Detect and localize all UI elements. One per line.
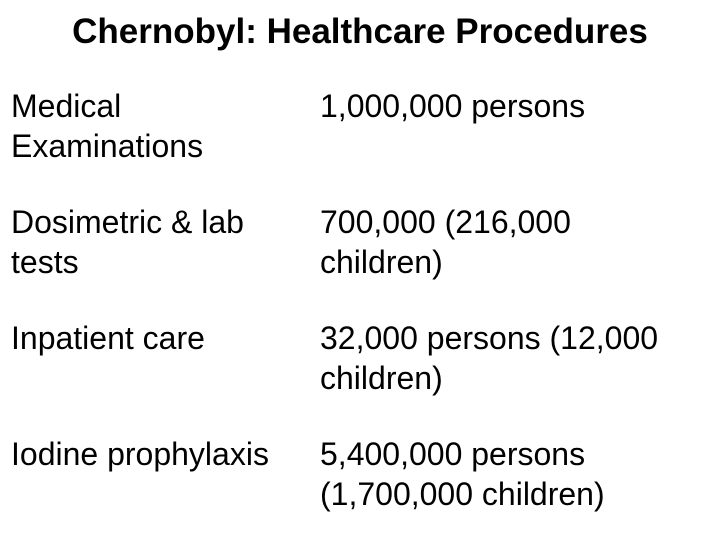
row-label (11, 202, 311, 282)
row-value-line: 1,000,000 persons (320, 88, 586, 124)
row-value-line: 5,400,000 persons (320, 436, 586, 472)
table-row-iodine-prophylaxis (11, 434, 711, 550)
row-value (320, 202, 715, 282)
row-value-line: (1,700,000 children) (320, 476, 605, 512)
row-label-line: Examinations (11, 128, 204, 164)
row-value (320, 318, 715, 398)
row-value (320, 86, 715, 126)
row-label-line: tests (11, 244, 79, 280)
table-row-inpatient-care (11, 318, 711, 434)
row-label (11, 434, 311, 474)
procedures-table (11, 86, 711, 550)
slide-title: Chernobyl: Healthcare Procedures (72, 12, 648, 51)
row-label-line: Iodine prophylaxis (11, 436, 269, 472)
row-label (11, 86, 311, 166)
row-label-line: Inpatient care (11, 320, 205, 356)
row-label-line: Medical (11, 88, 122, 124)
row-value-line: children) (320, 244, 443, 280)
row-label-line: Dosimetric & lab (11, 204, 244, 240)
row-value-line: 700,000 (216,000 (320, 204, 571, 240)
row-value-line: 32,000 persons (12,000 (320, 320, 659, 356)
row-value-line: children) (320, 360, 443, 396)
table-row-dosimetric-lab-tests (11, 202, 711, 318)
table-row-medical-examinations (11, 86, 711, 202)
row-label (11, 318, 311, 358)
row-value (320, 434, 715, 514)
